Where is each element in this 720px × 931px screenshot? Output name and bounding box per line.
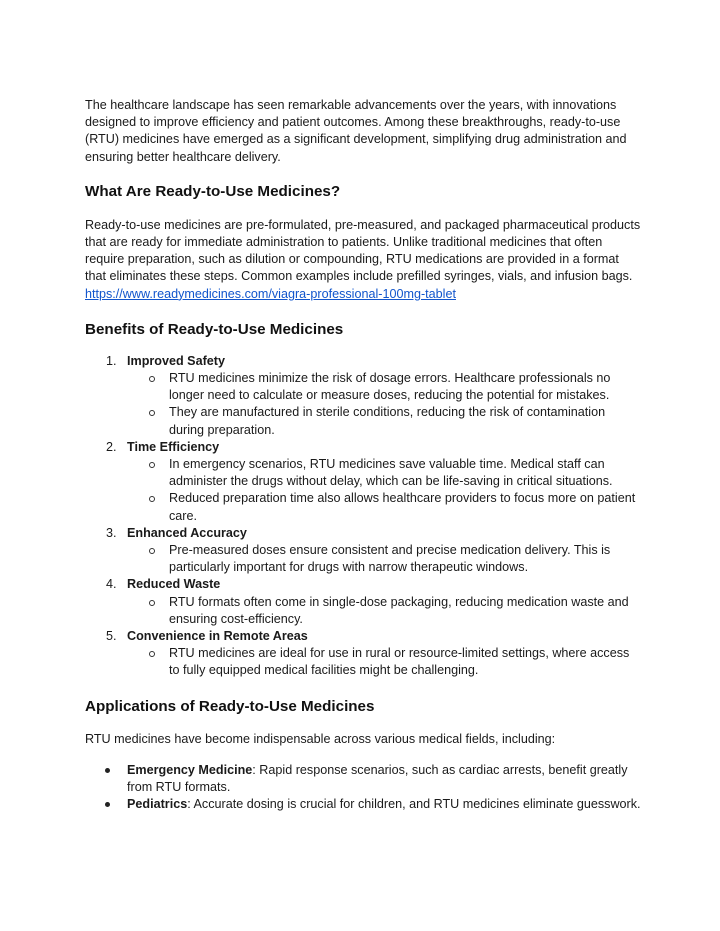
hollow-bullet-icon	[149, 462, 155, 468]
document-page	[85, 97, 641, 814]
readymedicines-link[interactable]: https://www.readymedicines.com/viagra-professional-100mg-tablet	[85, 286, 456, 301]
list-item	[127, 370, 641, 404]
list-item	[127, 594, 641, 628]
point-text: RTU medicines minimize the risk of dosage errors. Healthcare professionals no longer need to calculate or measure doses, reducing the potential for mistakes.	[169, 371, 611, 403]
list-number: 3.	[106, 525, 117, 540]
benefit-points	[127, 542, 641, 576]
benefit-points	[127, 370, 641, 439]
application-term: Pediatrics	[127, 797, 188, 812]
benefit-title: Time Efficiency	[127, 439, 220, 454]
benefit-points	[127, 594, 641, 628]
point-text: RTU formats often come in single-dose packaging, reducing medication waste and ensuring cost-efficiency.	[169, 594, 629, 626]
benefit-title: Improved Safety	[127, 353, 225, 368]
benefit-title: Enhanced Accuracy	[127, 525, 247, 540]
what-paragraph	[85, 217, 641, 303]
hollow-bullet-icon	[149, 651, 155, 657]
benefit-item-convenience-remote	[85, 628, 641, 680]
hollow-bullet-icon	[149, 410, 155, 416]
application-desc: : Rapid response scenarios, such as cardiac arrests, benefit greatly from RTU formats.	[127, 762, 628, 795]
list-item	[85, 796, 641, 813]
list-item	[127, 456, 641, 490]
hollow-bullet-icon	[149, 376, 155, 382]
bullet-icon	[105, 768, 110, 773]
hollow-bullet-icon	[149, 548, 155, 554]
list-number: 1.	[106, 353, 117, 368]
application-term: Emergency Medicine	[127, 762, 253, 777]
list-item	[127, 645, 641, 679]
section-heading-benefits: Benefits of Ready-to-Use Medicines	[85, 320, 344, 338]
intro-paragraph: The healthcare landscape has seen remarkable advancements over the years, with innovations designed to improve efficiency and patient outcomes. Among these breakthroughs, ready-to-use (RTU) medicines have emerged as a significant development, simplifying drug administration and ensuring better healthcare delivery.	[85, 98, 627, 164]
benefits-list	[85, 353, 641, 680]
list-item	[85, 762, 641, 796]
hollow-bullet-icon	[149, 496, 155, 502]
application-desc: : Accurate dosing is crucial for children, and RTU medicines eliminate guesswork.	[187, 797, 641, 812]
point-text: Reduced preparation time also allows healthcare providers to focus more on patient care.	[169, 491, 636, 523]
benefit-item-improved-safety	[85, 353, 641, 439]
section-heading-applications: Applications of Ready-to-Use Medicines	[85, 697, 375, 715]
hollow-bullet-icon	[149, 600, 155, 606]
benefit-item-reduced-waste	[85, 576, 641, 628]
section-heading-what: What Are Ready-to-Use Medicines?	[85, 182, 341, 200]
point-text: In emergency scenarios, RTU medicines save valuable time. Medical staff can administer the drugs without delay, which can be life-saving in critical situations.	[169, 457, 613, 489]
applications-intro: RTU medicines have become indispensable across various medical fields, including:	[85, 731, 556, 746]
list-item	[127, 490, 641, 524]
point-text: They are manufactured in sterile conditions, reducing the risk of contamination during preparation.	[169, 405, 606, 437]
list-number: 5.	[106, 629, 117, 644]
bullet-icon	[105, 802, 110, 807]
applications-list	[85, 762, 641, 814]
list-item	[127, 404, 641, 438]
list-item	[127, 542, 641, 576]
benefit-points	[127, 456, 641, 525]
benefit-item-enhanced-accuracy	[85, 525, 641, 577]
point-text: RTU medicines are ideal for use in rural or resource-limited settings, where access to fully equipped medical facilities might be challenging.	[169, 646, 630, 678]
point-text: Pre-measured doses ensure consistent and precise medication delivery. This is particularly important for drugs with narrow therapeutic windows.	[169, 543, 611, 575]
benefit-item-time-efficiency	[85, 439, 641, 525]
benefit-title: Convenience in Remote Areas	[127, 629, 308, 644]
benefit-points	[127, 645, 641, 679]
benefit-title: Reduced Waste	[127, 577, 221, 592]
list-number: 2.	[106, 439, 117, 454]
what-text: Ready-to-use medicines are pre-formulated, pre-measured, and packaged pharmaceutical products that are ready for immediate administration to patients. Unlike traditional medicines that often require preparation, such as dilution or compounding, RTU medications are provided in a format that eliminates these steps. Common examples include prefilled syringes, vials, and infusion bags.	[85, 217, 641, 284]
list-number: 4.	[106, 577, 117, 592]
